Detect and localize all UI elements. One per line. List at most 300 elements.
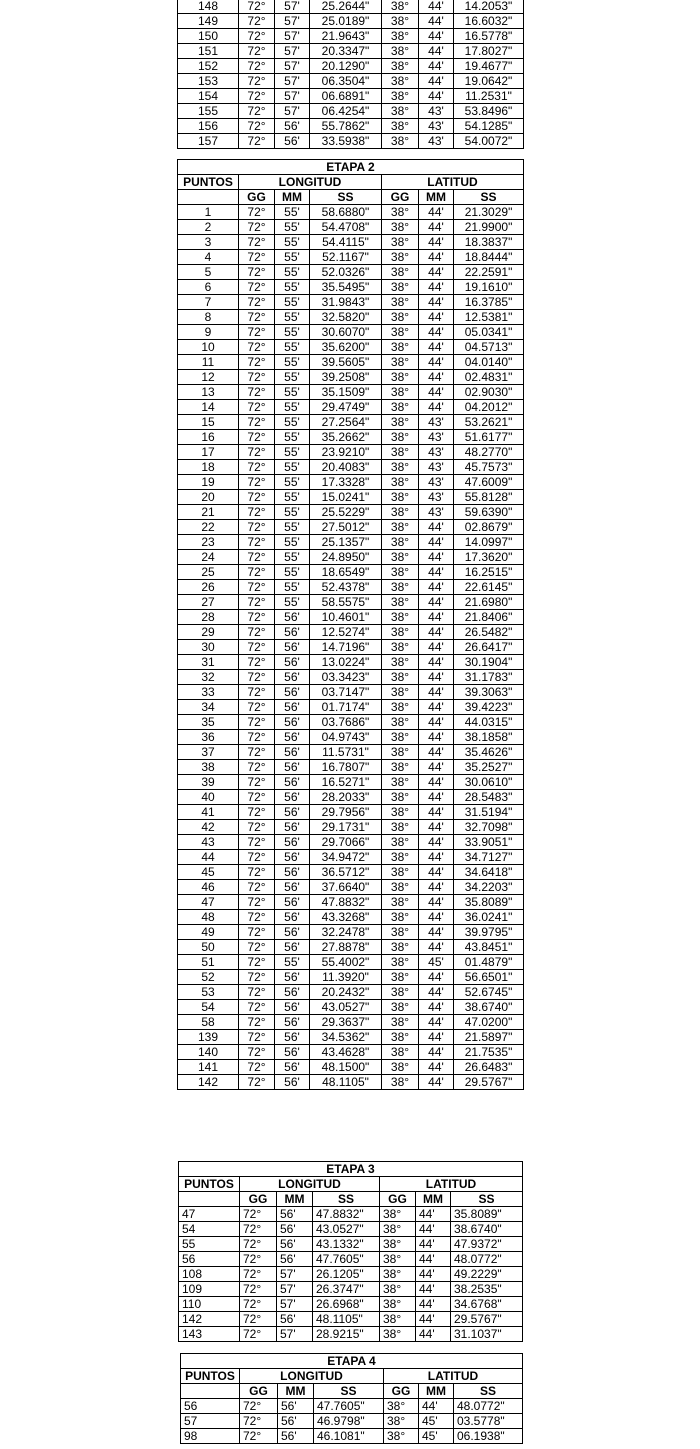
lat-mm-cell: 44'	[416, 1252, 451, 1267]
lat-mm-cell: 44'	[419, 730, 454, 745]
long-ss-cell: 43.0527"	[313, 1222, 380, 1237]
lat-mm-cell: 44'	[416, 1297, 451, 1312]
lat-ss-cell: 54.0072"	[454, 134, 524, 149]
lat-gg-cell: 38°	[382, 865, 419, 880]
lat-ss-cell: 04.2012"	[454, 400, 524, 415]
lat-ss-cell: 18.3837"	[454, 235, 524, 250]
long-gg-cell: 72°	[239, 625, 275, 640]
lat-ss-cell: 38.6740"	[454, 1000, 524, 1015]
table-row	[178, 415, 524, 430]
long-ss-cell: 03.3423"	[310, 670, 382, 685]
punto-cell: 109	[179, 1282, 240, 1297]
long-mm-cell: 55'	[275, 475, 310, 490]
table-title: ETAPA 2	[178, 160, 524, 175]
lat-mm-cell: 44'	[419, 970, 454, 985]
lat-gg-cell: 38°	[382, 970, 419, 985]
lat-mm-cell: 44'	[419, 1015, 454, 1030]
mm-header: MM	[277, 1192, 313, 1207]
lat-gg-cell: 38°	[382, 0, 419, 14]
lat-gg-cell: 38°	[380, 1207, 416, 1222]
lat-gg-cell: 38°	[382, 850, 419, 865]
long-ss-cell: 58.6880"	[310, 205, 382, 220]
lat-gg-cell: 38°	[382, 835, 419, 850]
punto-cell: 38	[178, 760, 239, 775]
lat-gg-cell: 38°	[384, 1429, 419, 1444]
long-gg-cell: 72°	[239, 865, 275, 880]
long-mm-cell: 56'	[277, 1237, 313, 1252]
lat-mm-cell: 44'	[419, 400, 454, 415]
lat-mm-cell: 44'	[419, 1060, 454, 1075]
table-row	[178, 760, 524, 775]
punto-cell: 54	[179, 1222, 240, 1237]
long-gg-cell: 72°	[239, 460, 275, 475]
punto-cell: 15	[178, 415, 239, 430]
punto-cell: 108	[179, 1267, 240, 1282]
long-mm-cell: 56'	[278, 1414, 314, 1429]
punto-cell: 143	[179, 1327, 240, 1342]
long-mm-cell: 56'	[275, 640, 310, 655]
lat-gg-cell: 38°	[382, 265, 419, 280]
table-row	[179, 1252, 523, 1267]
table-row	[178, 310, 524, 325]
lat-mm-cell: 44'	[419, 775, 454, 790]
lat-gg-cell: 38°	[382, 760, 419, 775]
table-row	[178, 520, 524, 535]
long-mm-cell: 56'	[275, 730, 310, 745]
lat-ss-cell: 19.1610"	[454, 280, 524, 295]
lat-ss-cell: 05.0341"	[454, 325, 524, 340]
long-gg-cell: 72°	[239, 745, 275, 760]
lat-ss-cell: 49.2229"	[451, 1267, 523, 1282]
long-mm-cell: 56'	[275, 1060, 310, 1075]
long-mm-cell: 56'	[275, 940, 310, 955]
long-ss-cell: 32.2478"	[310, 925, 382, 940]
long-mm-cell: 56'	[275, 850, 310, 865]
long-gg-cell: 72°	[239, 550, 275, 565]
table-row	[178, 280, 524, 295]
lat-ss-cell: 26.6483"	[454, 1060, 524, 1075]
ss-header: SS	[313, 1192, 380, 1207]
lat-ss-cell: 12.5381"	[454, 310, 524, 325]
long-gg-cell: 72°	[239, 685, 275, 700]
long-gg-cell: 72°	[240, 1282, 277, 1297]
lat-gg-cell: 38°	[382, 535, 419, 550]
long-gg-cell: 72°	[239, 1075, 275, 1090]
lat-mm-cell: 43'	[419, 430, 454, 445]
long-mm-cell: 57'	[277, 1297, 313, 1312]
gg-header: GG	[382, 190, 419, 205]
table-row	[178, 1060, 524, 1075]
lat-ss-cell: 21.8406"	[454, 610, 524, 625]
lat-ss-cell: 38.6740"	[451, 1222, 523, 1237]
long-mm-cell: 55'	[275, 235, 310, 250]
long-gg-cell: 72°	[239, 880, 275, 895]
long-gg-cell: 72°	[240, 1327, 277, 1342]
long-gg-cell: 72°	[239, 29, 275, 44]
long-mm-cell: 56'	[275, 970, 310, 985]
punto-cell: 19	[178, 475, 239, 490]
lat-mm-cell: 43'	[419, 415, 454, 430]
long-mm-cell: 56'	[275, 985, 310, 1000]
long-gg-cell: 72°	[239, 655, 275, 670]
lat-gg-cell: 38°	[382, 1075, 419, 1090]
long-gg-cell: 72°	[239, 1045, 275, 1060]
lat-mm-cell: 44'	[419, 0, 454, 14]
table-row	[178, 295, 524, 310]
table-row	[181, 1399, 523, 1414]
latitud-header: LATITUD	[382, 175, 524, 190]
lat-gg-cell: 38°	[382, 340, 419, 355]
punto-cell: 139	[178, 1030, 239, 1045]
long-ss-cell: 25.2644"	[310, 0, 382, 14]
long-ss-cell: 16.5271"	[310, 775, 382, 790]
lat-ss-cell: 34.6768"	[451, 1297, 523, 1312]
table-row	[178, 1030, 524, 1045]
table-row	[178, 14, 524, 29]
punto-cell: 6	[178, 280, 239, 295]
punto-cell: 150	[178, 29, 239, 44]
lat-gg-cell: 38°	[380, 1312, 416, 1327]
table-row	[178, 1075, 524, 1090]
lat-gg-cell: 38°	[382, 790, 419, 805]
punto-cell: 47	[178, 895, 239, 910]
table-row	[178, 895, 524, 910]
punto-cell: 30	[178, 640, 239, 655]
long-mm-cell: 55'	[275, 460, 310, 475]
long-mm-cell: 56'	[275, 925, 310, 940]
mm-header: MM	[278, 1384, 314, 1399]
puntos-header: PUNTOS	[181, 1369, 240, 1384]
lat-mm-cell: 44'	[419, 700, 454, 715]
long-ss-cell: 03.7686"	[310, 715, 382, 730]
long-mm-cell: 56'	[275, 910, 310, 925]
punto-cell: 11	[178, 355, 239, 370]
lat-ss-cell: 33.9051"	[454, 835, 524, 850]
lat-ss-cell: 51.6177"	[454, 430, 524, 445]
punto-cell: 47	[179, 1207, 240, 1222]
punto-cell: 5	[178, 265, 239, 280]
lat-ss-cell: 21.3029"	[454, 205, 524, 220]
lat-gg-cell: 38°	[382, 805, 419, 820]
long-ss-cell: 20.3347"	[310, 44, 382, 59]
punto-cell: 27	[178, 595, 239, 610]
long-gg-cell: 72°	[239, 325, 275, 340]
long-gg-cell: 72°	[239, 955, 275, 970]
long-gg-cell: 72°	[239, 640, 275, 655]
lat-mm-cell: 44'	[419, 805, 454, 820]
lat-mm-cell: 43'	[419, 475, 454, 490]
lat-mm-cell: 43'	[419, 104, 454, 119]
table-row	[178, 475, 524, 490]
lat-gg-cell: 38°	[382, 505, 419, 520]
table-row	[178, 119, 524, 134]
table-row	[178, 745, 524, 760]
lat-gg-cell: 38°	[382, 205, 419, 220]
lat-gg-cell: 38°	[382, 940, 419, 955]
long-ss-cell: 29.7066"	[310, 835, 382, 850]
lat-ss-cell: 16.6032"	[454, 14, 524, 29]
punto-cell: 2	[178, 220, 239, 235]
lat-mm-cell: 44'	[419, 790, 454, 805]
lat-ss-cell: 34.6418"	[454, 865, 524, 880]
long-gg-cell: 72°	[239, 430, 275, 445]
lat-mm-cell: 44'	[419, 1075, 454, 1090]
long-mm-cell: 55'	[275, 535, 310, 550]
long-ss-cell: 52.4378"	[310, 580, 382, 595]
lat-mm-cell: 44'	[419, 280, 454, 295]
lat-ss-cell: 21.5897"	[454, 1030, 524, 1045]
lat-ss-cell: 59.6390"	[454, 505, 524, 520]
latitud-header: LATITUD	[380, 1177, 523, 1192]
long-gg-cell: 72°	[239, 74, 275, 89]
lat-gg-cell: 38°	[382, 325, 419, 340]
long-ss-cell: 18.6549"	[310, 565, 382, 580]
long-ss-cell: 55.7862"	[310, 119, 382, 134]
puntos-header: PUNTOS	[178, 175, 239, 190]
lat-gg-cell: 38°	[382, 119, 419, 134]
lat-mm-cell: 44'	[416, 1327, 451, 1342]
punto-cell: 40	[178, 790, 239, 805]
lat-mm-cell: 44'	[419, 760, 454, 775]
punto-cell: 4	[178, 250, 239, 265]
long-ss-cell: 13.0224"	[310, 655, 382, 670]
table-row	[178, 580, 524, 595]
long-ss-cell: 54.4708"	[310, 220, 382, 235]
long-gg-cell: 72°	[239, 250, 275, 265]
lat-ss-cell: 43.8451"	[454, 940, 524, 955]
mm-header: MM	[416, 1192, 451, 1207]
longitud-header: LONGITUD	[239, 175, 382, 190]
lat-ss-cell: 34.7127"	[454, 850, 524, 865]
long-ss-cell: 14.7196"	[310, 640, 382, 655]
long-mm-cell: 56'	[275, 1015, 310, 1030]
table-row	[178, 655, 524, 670]
long-ss-cell: 20.2432"	[310, 985, 382, 1000]
long-ss-cell: 16.7807"	[310, 760, 382, 775]
lat-mm-cell: 44'	[419, 14, 454, 29]
lat-mm-cell: 44'	[419, 610, 454, 625]
long-ss-cell: 12.5274"	[310, 625, 382, 640]
long-mm-cell: 56'	[278, 1429, 314, 1444]
long-mm-cell: 56'	[275, 790, 310, 805]
long-gg-cell: 72°	[239, 14, 275, 29]
long-ss-cell: 25.0189"	[310, 14, 382, 29]
long-ss-cell: 58.5575"	[310, 595, 382, 610]
long-gg-cell: 72°	[239, 1000, 275, 1015]
lat-gg-cell: 38°	[382, 550, 419, 565]
lat-gg-cell: 38°	[382, 295, 419, 310]
long-ss-cell: 32.5820"	[310, 310, 382, 325]
punto-cell: 142	[178, 1075, 239, 1090]
lat-mm-cell: 45'	[419, 955, 454, 970]
lat-gg-cell: 38°	[384, 1399, 419, 1414]
punto-cell: 9	[178, 325, 239, 340]
punto-cell: 41	[178, 805, 239, 820]
long-mm-cell: 56'	[275, 805, 310, 820]
table-row	[178, 685, 524, 700]
long-gg-cell: 72°	[239, 520, 275, 535]
lat-gg-cell: 38°	[382, 29, 419, 44]
punto-cell: 26	[178, 580, 239, 595]
lat-mm-cell: 44'	[419, 1000, 454, 1015]
lat-gg-cell: 38°	[382, 1030, 419, 1045]
punto-cell: 17	[178, 445, 239, 460]
lat-mm-cell: 43'	[419, 119, 454, 134]
lat-mm-cell: 44'	[419, 565, 454, 580]
punto-cell: 46	[178, 880, 239, 895]
lat-mm-cell: 43'	[419, 134, 454, 149]
long-mm-cell: 57'	[275, 0, 310, 14]
long-mm-cell: 56'	[275, 1030, 310, 1045]
lat-gg-cell: 38°	[380, 1222, 416, 1237]
lat-gg-cell: 38°	[382, 670, 419, 685]
long-mm-cell: 55'	[275, 295, 310, 310]
lat-mm-cell: 45'	[419, 1414, 454, 1429]
lat-gg-cell: 38°	[382, 880, 419, 895]
lat-ss-cell: 35.8089"	[451, 1207, 523, 1222]
long-gg-cell: 72°	[239, 340, 275, 355]
long-mm-cell: 55'	[275, 250, 310, 265]
lat-mm-cell: 44'	[419, 385, 454, 400]
table-row	[178, 505, 524, 520]
long-ss-cell: 21.9643"	[310, 29, 382, 44]
long-ss-cell: 27.5012"	[310, 520, 382, 535]
long-ss-cell: 33.5938"	[310, 134, 382, 149]
lat-mm-cell: 44'	[419, 895, 454, 910]
table-row	[178, 595, 524, 610]
long-gg-cell: 72°	[239, 895, 275, 910]
long-gg-cell: 72°	[239, 235, 275, 250]
long-ss-cell: 06.4254"	[310, 104, 382, 119]
lat-ss-cell: 47.6009"	[454, 475, 524, 490]
lat-gg-cell: 38°	[380, 1327, 416, 1342]
lat-ss-cell: 28.5483"	[454, 790, 524, 805]
lat-mm-cell: 44'	[419, 910, 454, 925]
gg-header: GG	[240, 1384, 278, 1399]
long-mm-cell: 55'	[275, 385, 310, 400]
long-gg-cell: 72°	[239, 760, 275, 775]
lat-ss-cell: 38.1858"	[454, 730, 524, 745]
punto-cell: 110	[179, 1297, 240, 1312]
lat-mm-cell: 44'	[416, 1282, 451, 1297]
table-row	[178, 1015, 524, 1030]
lat-gg-cell: 38°	[382, 895, 419, 910]
lat-ss-cell: 02.9030"	[454, 385, 524, 400]
long-gg-cell: 72°	[239, 700, 275, 715]
table-row	[178, 370, 524, 385]
lat-mm-cell: 44'	[419, 985, 454, 1000]
long-ss-cell: 47.8832"	[313, 1207, 380, 1222]
long-ss-cell: 17.3328"	[310, 475, 382, 490]
long-gg-cell: 72°	[239, 310, 275, 325]
table-row	[178, 134, 524, 149]
long-mm-cell: 55'	[275, 355, 310, 370]
long-ss-cell: 06.3504"	[310, 74, 382, 89]
long-ss-cell: 03.7147"	[310, 685, 382, 700]
long-gg-cell: 72°	[239, 715, 275, 730]
long-gg-cell: 72°	[239, 1060, 275, 1075]
gg-header: GG	[239, 190, 275, 205]
lat-ss-cell: 02.8679"	[454, 520, 524, 535]
lat-mm-cell: 45'	[419, 1429, 454, 1444]
long-gg-cell: 72°	[239, 850, 275, 865]
punto-cell: 157	[178, 134, 239, 149]
long-mm-cell: 56'	[275, 865, 310, 880]
long-ss-cell: 30.6070"	[310, 325, 382, 340]
lat-ss-cell: 52.6745"	[454, 985, 524, 1000]
lat-gg-cell: 38°	[382, 89, 419, 104]
table-row	[178, 89, 524, 104]
table-row	[178, 775, 524, 790]
punto-cell: 155	[178, 104, 239, 119]
mm-header: MM	[419, 1384, 454, 1399]
table-row	[178, 565, 524, 580]
long-gg-cell: 72°	[239, 610, 275, 625]
lat-mm-cell: 44'	[419, 535, 454, 550]
long-gg-cell: 72°	[239, 385, 275, 400]
lat-gg-cell: 38°	[382, 490, 419, 505]
long-gg-cell: 72°	[239, 790, 275, 805]
lat-ss-cell: 16.5778"	[454, 29, 524, 44]
punto-cell: 51	[178, 955, 239, 970]
punto-cell: 148	[178, 0, 239, 14]
long-mm-cell: 55'	[275, 205, 310, 220]
punto-cell: 20	[178, 490, 239, 505]
table-row	[178, 460, 524, 475]
table-row	[178, 790, 524, 805]
table-row	[178, 490, 524, 505]
lat-ss-cell: 30.0610"	[454, 775, 524, 790]
table-row	[181, 1414, 523, 1429]
lat-mm-cell: 44'	[419, 550, 454, 565]
lat-ss-cell: 02.4831"	[454, 370, 524, 385]
long-gg-cell: 72°	[239, 119, 275, 134]
lat-mm-cell: 44'	[416, 1222, 451, 1237]
lat-ss-cell: 35.4626"	[454, 745, 524, 760]
table-row	[178, 104, 524, 119]
lat-gg-cell: 38°	[382, 520, 419, 535]
lat-ss-cell: 22.6145"	[454, 580, 524, 595]
punto-cell: 43	[178, 835, 239, 850]
long-gg-cell: 72°	[239, 0, 275, 14]
gg-header: GG	[240, 1192, 277, 1207]
long-mm-cell: 56'	[275, 134, 310, 149]
long-gg-cell: 72°	[239, 265, 275, 280]
long-mm-cell: 56'	[278, 1399, 314, 1414]
long-ss-cell: 29.1731"	[310, 820, 382, 835]
long-mm-cell: 57'	[277, 1282, 313, 1297]
punto-cell: 98	[181, 1429, 240, 1444]
long-ss-cell: 35.6200"	[310, 340, 382, 355]
long-ss-cell: 29.4749"	[310, 400, 382, 415]
lat-gg-cell: 38°	[382, 925, 419, 940]
lat-ss-cell: 01.4879"	[454, 955, 524, 970]
long-gg-cell: 72°	[239, 670, 275, 685]
punto-cell: 152	[178, 59, 239, 74]
long-ss-cell: 39.5605"	[310, 355, 382, 370]
lat-gg-cell: 38°	[382, 985, 419, 1000]
long-ss-cell: 20.1290"	[310, 59, 382, 74]
lat-gg-cell: 38°	[382, 1060, 419, 1075]
table-row	[178, 925, 524, 940]
table-row	[178, 340, 524, 355]
long-mm-cell: 56'	[275, 119, 310, 134]
long-ss-cell: 35.5495"	[310, 280, 382, 295]
lat-ss-cell: 31.5194"	[454, 805, 524, 820]
ss-header: SS	[310, 190, 382, 205]
lat-mm-cell: 44'	[419, 625, 454, 640]
long-mm-cell: 55'	[275, 580, 310, 595]
